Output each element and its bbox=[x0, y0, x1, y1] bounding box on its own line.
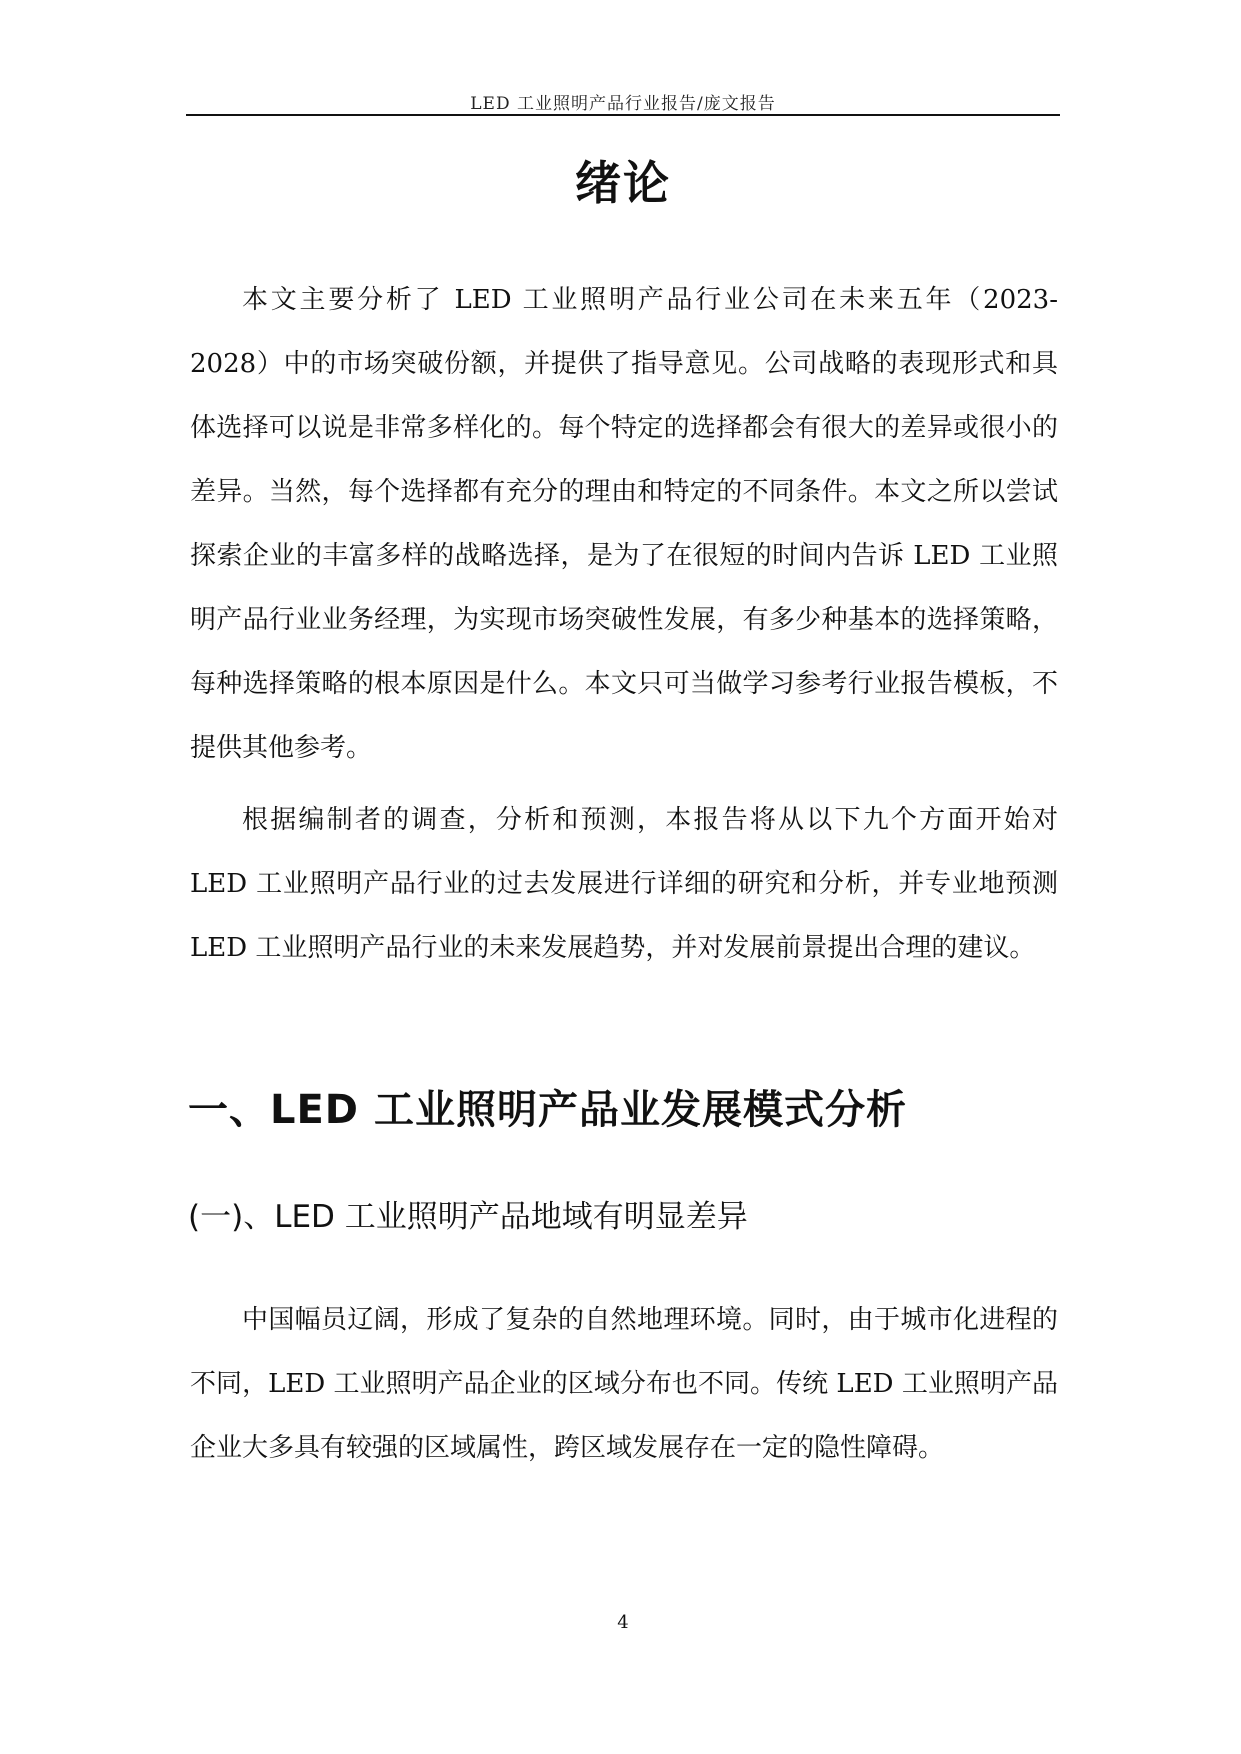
header-divider bbox=[186, 114, 1060, 116]
intro-paragraph-1: 本文主要分析了 LED 工业照明产品行业公司在未来五年（2023-2028）中的市场突破份额，并提供了指导意见。公司战略的表现形式和具体选择可以说是非常多样化的。每个特定的选择都会有很大的差异或很小的差异。当然，每个选择都有充分的理由和特定的不同条件。本文之所以尝试探索企业的丰富多样的战略选择，是为了在很短的时间内告诉 LED 工业照明产品行业业务经理，为实现市场突破性发展，有多少种基本的选择策略，每种选择策略的根本原因是什么。本文只可当做学习参考行业报告模板，不提供其他参考。 bbox=[190, 285, 1058, 763]
running-header: LED 工业照明产品行业报告/庞文报告 bbox=[470, 94, 776, 114]
page-number: 4 bbox=[617, 1612, 629, 1633]
page-title: 绪论 bbox=[575, 156, 671, 210]
section-heading: 一、LED 工业照明产品业发展模式分析 bbox=[188, 1087, 907, 1133]
subsection-heading: (一)、LED 工业照明产品地域有明显差异 bbox=[188, 1199, 748, 1235]
subsection-paragraph: 中国幅员辽阔，形成了复杂的自然地理环境。同时，由于城市化进程的不同，LED 工业照明产品企业的区域分布也不同。传统 LED 工业照明产品企业大多具有较强的区域属性，跨区域发展存在一定的隐性障碍。 bbox=[190, 1305, 1058, 1463]
intro-paragraph-2: 根据编制者的调查，分析和预测，本报告将从以下九个方面开始对 LED 工业照明产品行业的过去发展进行详细的研究和分析，并专业地预测 LED 工业照明产品行业的未来发展趋势，并对发展前景提出合理的建议。 bbox=[190, 805, 1058, 963]
